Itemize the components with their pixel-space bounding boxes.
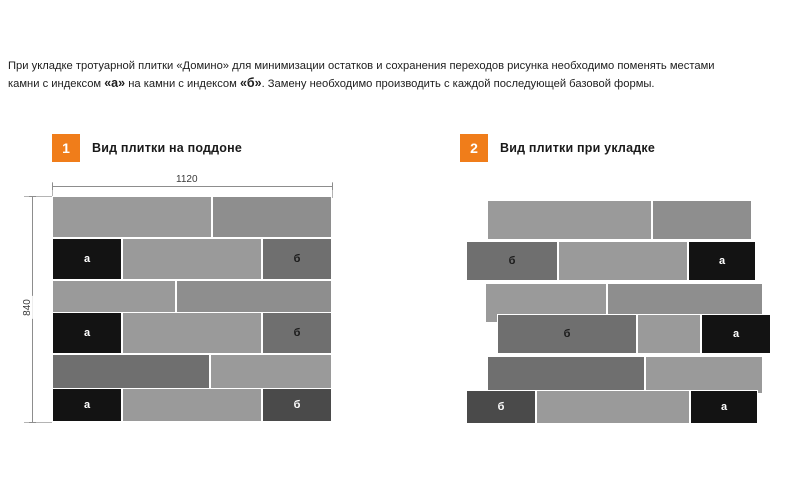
laid-brick (652, 200, 752, 240)
brick-label: б (508, 255, 516, 267)
intro-line-2-mid: на камни с индексом (125, 78, 240, 90)
brick-label: б (563, 328, 571, 340)
index-a-emphasis: «а» (104, 76, 126, 90)
laid-brick (536, 390, 690, 424)
pallet-brick (122, 388, 262, 422)
pallet-brick (212, 196, 332, 238)
laid-brick (645, 356, 763, 394)
laid-brick-b (497, 314, 637, 354)
pallet-brick-a (52, 312, 122, 354)
intro-line-2-post: . Замену необходимо производить с каждой последующей базовой формы. (261, 78, 655, 90)
dimension-width-label: 1120 (172, 174, 202, 185)
brick-label: а (732, 328, 740, 340)
pallet-brick-a (52, 388, 122, 422)
pallet-brick-b (262, 238, 332, 280)
dimension-height-label: 840 (22, 296, 33, 319)
laid-brick-a (701, 314, 771, 354)
pallet-brick (52, 196, 212, 238)
panel-caption-1: Вид плитки на поддоне (92, 141, 243, 155)
index-b-emphasis: «б» (239, 76, 262, 90)
brick-label: а (83, 399, 91, 411)
pallet-brick-b (262, 312, 332, 354)
laid-brick (487, 200, 652, 240)
pallet-brick-a (52, 238, 122, 280)
pallet-brick (122, 312, 262, 354)
pallet-brick-b (262, 388, 332, 422)
brick-label: а (83, 253, 91, 265)
laid-brick (558, 241, 688, 281)
panel-caption-2: Вид плитки при укладке (500, 141, 655, 155)
pallet-brick (122, 238, 262, 280)
brick-label: а (720, 401, 728, 413)
laid-brick (487, 356, 645, 394)
panel-number-badge-2: 2 (460, 134, 488, 162)
laid-brick-a (690, 390, 758, 424)
panel-number-badge-1: 1 (52, 134, 80, 162)
brick-label: а (718, 255, 726, 267)
intro-line-2-pre: камни с индексом (8, 78, 105, 90)
laid-brick (637, 314, 701, 354)
brick-label: б (497, 401, 505, 413)
intro-line-1: При укладке тротуарной плитки «Домино» для минимизации остатков и сохранения переходов рисунка необходимо поменять местами (8, 60, 715, 72)
brick-label: б (293, 399, 301, 411)
laid-brick-a (688, 241, 756, 281)
laid-brick-b (466, 241, 558, 281)
laid-brick-b (466, 390, 536, 424)
brick-label: б (293, 253, 301, 265)
brick-label: а (83, 327, 91, 339)
brick-label: б (293, 327, 301, 339)
